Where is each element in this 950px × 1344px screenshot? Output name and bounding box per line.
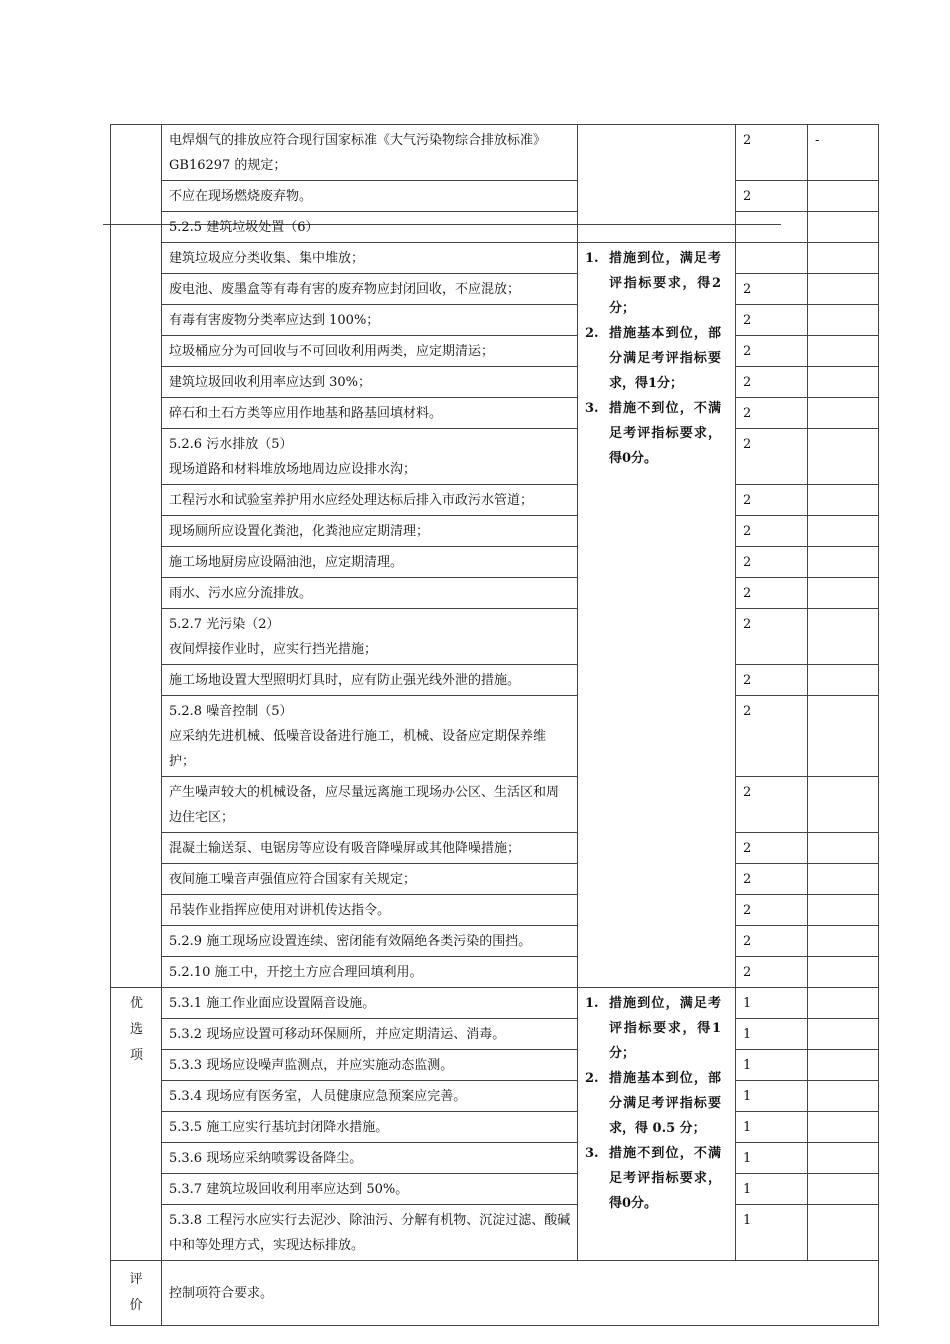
table-row [111, 125, 879, 181]
table-row [111, 1019, 879, 1050]
criteria-number: 3. [585, 401, 599, 416]
score-cell: 1 [736, 1019, 808, 1050]
category-cell-optional [111, 988, 162, 1261]
table-row [111, 1205, 879, 1261]
criteria-number: 1. [585, 251, 599, 266]
table-row [111, 988, 879, 1019]
criteria-number: 3. [585, 1146, 599, 1161]
note-cell [808, 1081, 879, 1112]
score-cell: 1 [736, 1081, 808, 1112]
criteria-text: 措施不到位，不满足考评指标要求，得0分。 [609, 401, 721, 466]
note-cell [808, 895, 879, 926]
item-text: 施工场地设置大型照明灯具时，应有防止强光线外泄的措施。 [162, 665, 578, 696]
table-row [111, 429, 879, 485]
criteria-text: 措施基本到位，部分满足考评指标要求，得1分； [609, 326, 721, 391]
score-cell: 2 [736, 578, 808, 609]
item-text: 5.2.5 建筑垃圾处置（6） [162, 212, 578, 243]
category-char: 价 [129, 1298, 143, 1313]
criteria-item [585, 991, 729, 1066]
table-row [111, 243, 879, 274]
item-text: 5.2.8 噪音控制（5） 应采纳先进机械、低噪音设备进行施工，机械、设备应定期保养维护； [162, 696, 578, 777]
score-cell: 2 [736, 429, 808, 485]
score-cell: 2 [736, 777, 808, 833]
score-cell: 1 [736, 1050, 808, 1081]
score-cell: 2 [736, 305, 808, 336]
item-text: 5.3.1 施工作业面应设置隔音设施。 [162, 988, 578, 1019]
evaluation-row [111, 1261, 879, 1326]
item-text: 废电池、废墨盒等有毒有害的废弃物应封闭回收，不应混放； [162, 274, 578, 305]
table-row [111, 609, 879, 665]
item-text: 5.2.9 施工现场应设置连续、密闭能有效隔绝各类污染的围挡。 [162, 926, 578, 957]
note-cell [808, 398, 879, 429]
category-char: 评 [129, 1272, 143, 1287]
criteria-cell-empty [578, 125, 736, 243]
criteria-item [585, 246, 729, 321]
table-row [111, 1143, 879, 1174]
criteria-list [585, 246, 729, 471]
item-text: 5.3.8 工程污水应实行去泥沙、除油污、分解有机物、沉淀过滤、酸碱中和等处理方式，实现达标排放。 [162, 1205, 578, 1261]
table-row [111, 777, 879, 833]
score-cell: 2 [736, 864, 808, 895]
note-cell [808, 212, 879, 243]
item-text: 建筑垃圾回收利用率应达到 30%； [162, 367, 578, 398]
category-cell-evaluation [111, 1261, 162, 1326]
score-cell: 1 [736, 988, 808, 1019]
score-cell: 2 [736, 547, 808, 578]
criteria-text: 措施到位，满足考评指标要求，得2分； [609, 251, 721, 316]
table-row [111, 181, 879, 212]
table-row [111, 957, 879, 988]
item-text: 吊装作业指挥应使用对讲机传达指令。 [162, 895, 578, 926]
note-cell [808, 1050, 879, 1081]
criteria-list [585, 991, 729, 1216]
table-row [111, 895, 879, 926]
item-text: 5.3.4 现场应有医务室，人员健康应急预案应完善。 [162, 1081, 578, 1112]
table-row [111, 212, 879, 243]
criteria-number: 2. [585, 1071, 599, 1086]
criteria-item [585, 1066, 729, 1141]
category-char: 选 [129, 1022, 143, 1037]
table-row [111, 274, 879, 305]
note-cell [808, 243, 879, 274]
score-cell: 2 [736, 125, 808, 181]
note-cell [808, 181, 879, 212]
table-row [111, 1050, 879, 1081]
note-cell [808, 609, 879, 665]
score-cell: 1 [736, 1112, 808, 1143]
score-cell: 1 [736, 1143, 808, 1174]
score-cell: 2 [736, 274, 808, 305]
note-cell [808, 274, 879, 305]
table-row [111, 547, 879, 578]
item-text: 不应在现场燃烧废弃物。 [162, 181, 578, 212]
note-cell [808, 516, 879, 547]
score-cell: 2 [736, 895, 808, 926]
note-cell [808, 1174, 879, 1205]
note-cell [808, 367, 879, 398]
table-row [111, 1112, 879, 1143]
item-text: 有毒有害废物分类率应达到 100%； [162, 305, 578, 336]
category-char: 优 [129, 996, 143, 1011]
criteria-number: 2. [585, 326, 599, 341]
score-cell: 1 [736, 1205, 808, 1261]
item-text: 夜间施工噪音声强值应符合国家有关规定； [162, 864, 578, 895]
note-cell [808, 1205, 879, 1261]
criteria-item [585, 1141, 729, 1216]
criteria-text: 措施不到位，不满足考评指标要求，得0分。 [609, 1146, 721, 1211]
item-text: 5.3.7 建筑垃圾回收利用率应达到 50%。 [162, 1174, 578, 1205]
score-cell: 2 [736, 696, 808, 777]
table-row [111, 1081, 879, 1112]
item-text: 5.3.6 现场应采纳喷雾设备降尘。 [162, 1143, 578, 1174]
score-cell: 2 [736, 398, 808, 429]
table-row [111, 864, 879, 895]
note-cell [808, 926, 879, 957]
table-row [111, 336, 879, 367]
item-text: 碎石和土石方类等应用作地基和路基回填材料。 [162, 398, 578, 429]
item-text: 5.2.7 光污染（2） 夜间焊接作业时，应实行挡光措施； [162, 609, 578, 665]
item-text: 5.3.2 现场应设置可移动环保厕所，并应定期清运、消毒。 [162, 1019, 578, 1050]
table-row [111, 578, 879, 609]
table-row [111, 696, 879, 777]
note-cell [808, 578, 879, 609]
table-row [111, 485, 879, 516]
score-cell: 2 [736, 181, 808, 212]
table-row [111, 367, 879, 398]
criteria-item [585, 321, 729, 396]
table-row [111, 926, 879, 957]
table-row [111, 1174, 879, 1205]
score-cell: 1 [736, 1174, 808, 1205]
item-text: 产生噪声较大的机械设备，应尽量远离施工现场办公区、生活区和周边住宅区； [162, 777, 578, 833]
criteria-text: 措施到位，满足考评指标要求，得1分； [609, 996, 721, 1061]
item-text: 现场厕所应设置化粪池，化粪池应定期清理； [162, 516, 578, 547]
category-cell-control [111, 125, 162, 988]
note-cell [808, 696, 879, 777]
item-text: 混凝土输送泵、电锯房等应设有吸音降噪屏或其他降噪措施； [162, 833, 578, 864]
note-cell [808, 833, 879, 864]
score-cell: 2 [736, 485, 808, 516]
evaluation-table [110, 124, 879, 1326]
criteria-number: 1. [585, 996, 599, 1011]
note-cell [808, 1112, 879, 1143]
score-cell [736, 212, 808, 243]
score-cell: 2 [736, 926, 808, 957]
score-cell: 2 [736, 336, 808, 367]
category-char: 项 [129, 1048, 143, 1063]
score-cell [736, 243, 808, 274]
note-cell [808, 665, 879, 696]
note-cell [808, 1019, 879, 1050]
criteria-cell-optional [578, 988, 736, 1261]
note-cell: - [808, 125, 879, 181]
item-text: 5.3.3 现场应设噪声监测点，并应实施动态监测。 [162, 1050, 578, 1081]
item-text: 工程污水和试验室养护用水应经处理达标后排入市政污水管道； [162, 485, 578, 516]
table-row [111, 516, 879, 547]
note-cell [808, 864, 879, 895]
note-cell [808, 957, 879, 988]
item-text: 电焊烟气的排放应符合现行国家标准《大气污染物综合排放标准》GB16297 的规定； [162, 125, 578, 181]
evaluation-text: 控制项符合要求。 [162, 1261, 879, 1326]
note-cell [808, 547, 879, 578]
note-cell [808, 777, 879, 833]
note-cell [808, 305, 879, 336]
item-text: 5.3.5 施工应实行基坑封闭降水措施。 [162, 1112, 578, 1143]
score-cell: 2 [736, 665, 808, 696]
score-cell: 2 [736, 516, 808, 547]
score-cell: 2 [736, 833, 808, 864]
note-cell [808, 988, 879, 1019]
criteria-item [585, 396, 729, 471]
score-cell: 2 [736, 609, 808, 665]
table-row [111, 305, 879, 336]
note-cell [808, 336, 879, 367]
item-text: 垃圾桶应分为可回收与不可回收利用两类，应定期清运； [162, 336, 578, 367]
item-text: 建筑垃圾应分类收集、集中堆放； [162, 243, 578, 274]
note-cell [808, 1143, 879, 1174]
item-text: 5.2.10 施工中，开挖土方应合理回填利用。 [162, 957, 578, 988]
item-text: 雨水、污水应分流排放。 [162, 578, 578, 609]
score-cell: 2 [736, 367, 808, 398]
note-cell [808, 429, 879, 485]
score-cell: 2 [736, 957, 808, 988]
item-text: 5.2.6 污水排放（5） 现场道路和材料堆放场地周边应设排水沟； [162, 429, 578, 485]
criteria-text: 措施基本到位，部分满足考评指标要求，得 0.5 分； [609, 1071, 721, 1136]
note-cell [808, 485, 879, 516]
table-row [111, 398, 879, 429]
item-text: 施工场地厨房应设隔油池，应定期清理。 [162, 547, 578, 578]
table-row [111, 665, 879, 696]
criteria-cell-control [578, 243, 736, 988]
table-body [111, 125, 879, 1326]
table-row [111, 833, 879, 864]
